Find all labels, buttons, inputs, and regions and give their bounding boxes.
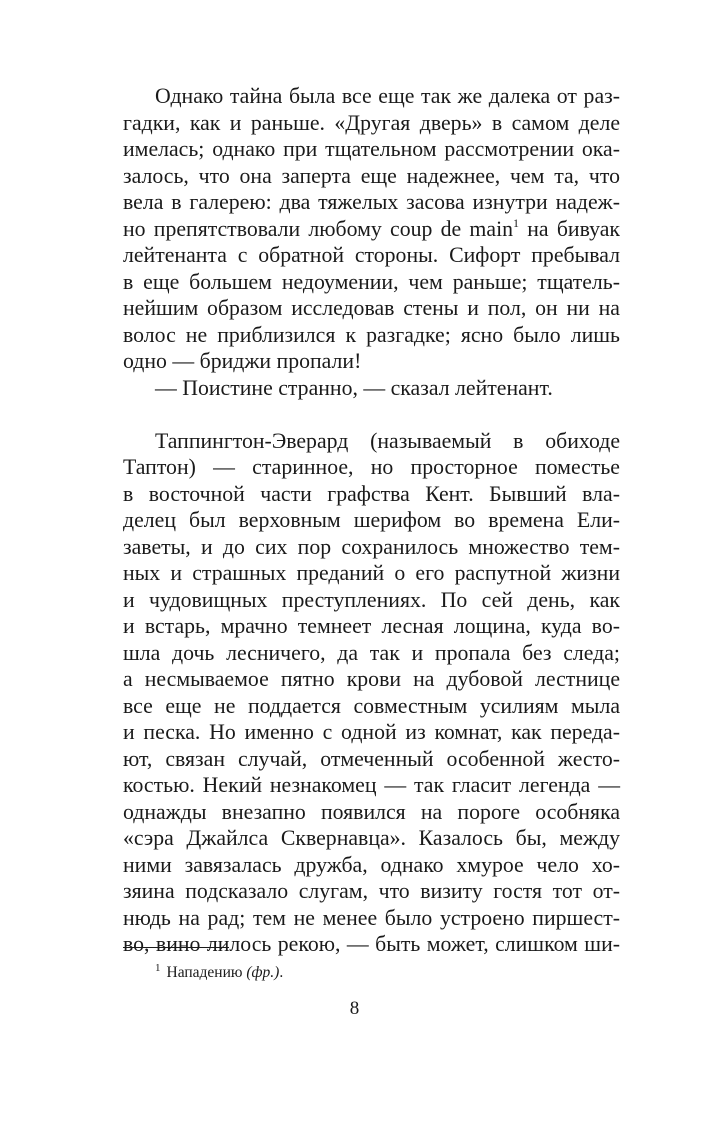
text-line: заветы, и до сих пор сохранилось множество тем-: [123, 534, 620, 559]
text-segment: но препятствовали любому coup de main: [123, 216, 514, 241]
text-line: ют, связан случай, отмеченный особенной жесто-: [123, 746, 620, 771]
text-line: «сэра Джайлса Сквернавца». Казалось бы, между: [123, 826, 620, 850]
page-number: 8: [349, 998, 360, 1019]
footnote: [155, 958, 283, 983]
text-line: делец был верховным шерифом во времена Ели-: [123, 508, 620, 532]
page-body: [123, 83, 620, 958]
text-line: Таптон) — старинное, но просторное поместье: [123, 455, 620, 479]
text-line: Однако тайна была все еще так же далека от раз-: [155, 84, 620, 108]
text-line: нюдь на рад; тем не менее было устроено пиршест-: [123, 905, 620, 930]
text-line: нейшим образом исследовав стены и пол, он ни на: [123, 296, 620, 320]
text-line: а несмываемое пятно крови на дубовой лестнице: [123, 667, 620, 691]
text-line: все еще не поддается совместным усилиям мыла: [123, 693, 620, 718]
text-segment: на бивуак: [519, 216, 620, 241]
paragraph-1: [123, 83, 620, 401]
text-line: во, вино лилось рекою, — быть может, слишком ши-: [123, 932, 620, 956]
text-line: залось, что она заперта еще надежнее, чем та, что: [123, 163, 620, 188]
footnote-number: 1: [155, 962, 161, 974]
text-line: гадки, как и раньше. «Другая дверь» в самом деле: [123, 110, 620, 135]
text-line: одно — бриджи пропали!: [123, 349, 362, 373]
text-line: и песка. Но именно с одной из комнат, как переда-: [123, 720, 620, 744]
text-line: ними завязалась дружба, однако хмурое чело хо-: [123, 852, 620, 877]
footnote-language: (фр.): [246, 964, 280, 981]
text-line: шла дочь лесничего, да так и пропала без следа;: [123, 640, 620, 665]
text-line: зяина подсказало слугам, что визиту гостя тот от-: [123, 879, 620, 903]
text-line: и чудовищных преступлениях. По сей день, как: [123, 587, 620, 612]
footnote-mark[interactable]: 1: [513, 215, 520, 230]
text-line: имелась; однако при тщательном рассмотрении ока-: [123, 137, 620, 161]
dialogue-line: — Поистине странно, — сказал лейтенант.: [155, 375, 553, 400]
text-line: лейтенанта с обратной стороны. Сифорт пребывал: [123, 243, 620, 267]
text-line: волос не приблизился к разгадке; ясно было лишь: [123, 322, 620, 347]
footnote-divider: [123, 947, 229, 948]
text-line: вела в галерею: два тяжелых засова изнутри надеж-: [123, 190, 620, 214]
footnote-text: Нападению: [166, 964, 247, 981]
text-line-with-footnote: [123, 216, 620, 243]
text-line: в восточной части графства Кент. Бывший вла-: [123, 481, 620, 506]
paragraph-2: [123, 428, 620, 958]
text-line: однажды внезапно появился на пороге особняка: [123, 799, 620, 824]
text-line: в еще большем недоумении, чем раньше; тщатель-: [123, 269, 620, 294]
text-line: и встарь, мрачно темнеет лесная лощина, куда во-: [123, 614, 620, 638]
footnote-period: .: [279, 964, 284, 981]
text-line: костью. Некий незнакомец — так гласит легенда —: [123, 773, 620, 797]
text-line: ных и страшных преданий о его распутной жизни: [123, 561, 620, 585]
text-line: Таппингтон-Эверард (называемый в обиходе: [155, 428, 620, 453]
